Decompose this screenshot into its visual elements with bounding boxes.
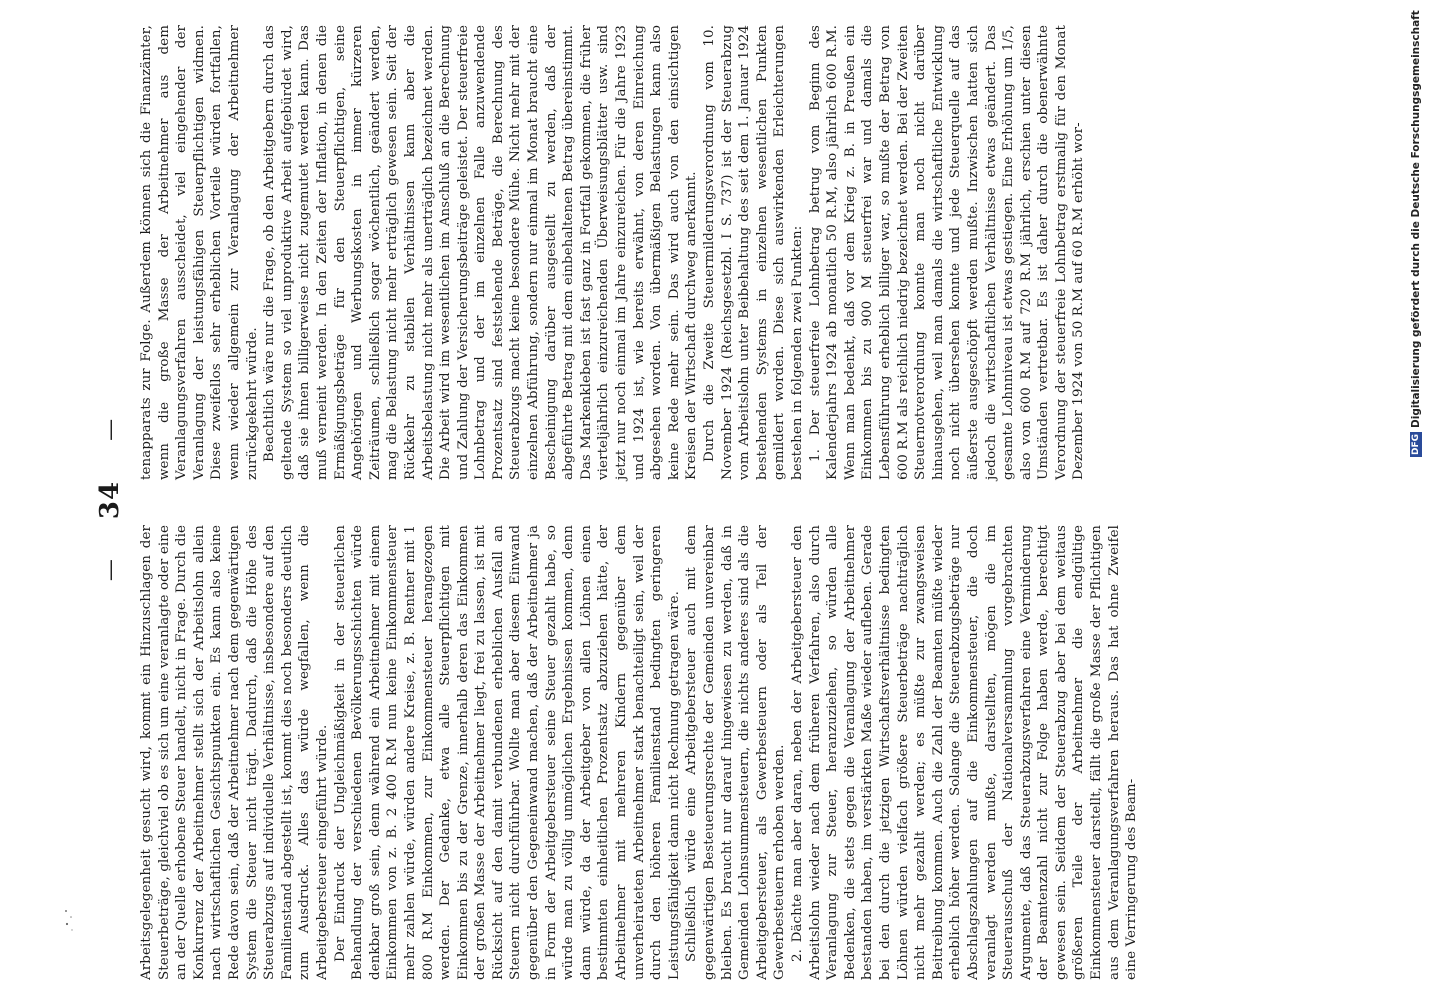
rotated-page-content bbox=[90, 20, 1280, 980]
dfg-logo: DFG bbox=[1411, 433, 1421, 455]
right-text-column bbox=[138, 25, 1273, 480]
paragraph: Schließlich würde eine Arbeitgebersteuer auch mit dem gegenwärtigen Besteuerungsrechte der Gemeinden unvereinbar bleiben. Es braucht nur darauf hingewiesen zu werden, daß in Gemeinden Lohnsummensteuern, die nichts anderes sind als die Arbeitgebersteuer, als Gewerbesteuern oder als Teil der Gewerbesteuern erhoben werden. bbox=[684, 525, 788, 980]
header-dash-left: — bbox=[97, 559, 123, 582]
scan-speck-mark bbox=[62, 905, 76, 935]
page-header bbox=[90, 20, 130, 980]
paragraph: Beachtlich wäre nur die Frage, ob den Arbeitgebern durch das geltende System so viel unproduktive Arbeit aufgebürdet wird, daß sie ihnen billigerweise nicht zugemutet werden kann. Das muß verneint werden. In den Zeiten der Inflation, in denen die Ermäßigungsbeträge für den Steuerpflichtigen, seine Angehörigen und Werbungskosten in immer kürzeren Zeiträumen, schließlich sogar wöchentlich, geändert werden, mag die Belastung nicht mehr erträglich gewesen sein. Seit der Rückkehr zu stabilen Verhältnissen kann aber die Arbeitsbelastung nicht mehr als unerträglich bezeichnet werden. Die Arbeit wird im wesentlichen im Anschluß an die Berechnung und Zahlung der Versicherungsbeiträge geleistet. Der steuerfreie Lohnbetrag und der im einzelnen Falle anzuwendende Prozentsatz sind feststehende Beträge, die Berechnung des Steuerabzugs macht keine besondere Mühe. Nicht mehr mit der einzelnen Abführung, sondern nur einmal im Monat braucht eine Bescheinigung darüber ausgestellt zu werden, daß der abgeführte Betrag mit dem einbehaltenen Betrag übereinstimmt. Das Markenkleben ist fast ganz in Fortfall gekommen, die früher vierteljährlich einzureichenden Überweisungsblätter usw. sind jetzt nur noch einmal im Jahre einzureichen. Für die Jahre 1923 und 1924 ist, wie bereits erwähnt, von deren Einreichung abgesehen worden. Von übermäßigen Belastungen kann also keine Rede mehr sein. Das wird auch von den einsichtigen Kreisen der Wirtschaft durchweg anerkannt. bbox=[262, 25, 700, 480]
paragraph: Durch die Zweite Steuermilderungsverordnung vom 10. November 1924 (Reichsgesetzbl. I S. 737) ist der Steuerabzug vom Arbeitslohn unter Beibehaltung des seit dem 1. Januar 1924 bestehenden Systems in einzelnen wesentlichen Punkten gemildert worden. Diese sich auswirkenden Erleichterungen bestehen in folgenden zwei Punkten: bbox=[702, 25, 805, 480]
digitization-caption-text: Digitalisierung gefördert durch die Deutsche Forschungsgemeinschaft bbox=[1410, 10, 1422, 428]
left-text-column bbox=[138, 525, 1273, 980]
paragraph: tenapparats zur Folge. Außerdem können sich die Finanzämter, wenn die große Masse der Arbeitnehmer aus dem Veranlagungsverfahren ausscheidet, viel eingehender der Veranlagung der leistungsfähigen Steuerpflichtigen widmen. Diese zweifellos sehr erheblichen Vorteile würden fortfallen, wenn wieder allgemein zur Veranlagung der Arbeitnehmer zurückgekehrt würde. bbox=[139, 25, 260, 480]
header-dash-right: — bbox=[97, 418, 123, 441]
digitization-caption bbox=[1410, 10, 1432, 990]
scanned-page bbox=[90, 20, 1280, 980]
paragraph: Arbeitsgelegenheit gesucht wird, kommt ein Hinzuschlagen der Steuerbeträge, gleichviel ob es sich um eine veranlagte oder eine an der Quelle erhobene Steuer handelt, nicht in Frage. Durch die Konkurrenz der Arbeitnehmer stellt sich der Arbeitslohn allein nach wirtschaftlichen Gesichtspunkten ein. Es kann also keine Rede davon sein, daß der Arbeitnehmer nach dem gegenwärtigen System die Steuer nicht trägt. Dadurch, daß die Höhe des Steuerabzugs auf individuelle Verhältnisse, insbesondere auf den Familienstand abgestellt ist, kommt dies noch besonders deutlich zum Ausdruck. Alles das würde wegfallen, wenn die Arbeitgebersteuer eingeführt würde. bbox=[139, 525, 330, 980]
paragraph: Der Eindruck der Ungleichmäßigkeit in der steuerlichen Behandlung der verschiedenen Bevölkerungsschichten würde denkbar groß sein, denn während ein Arbeitnehmer mit einem Einkommen von z. B. 2 400 R.M nun keine Einkommensteuer mehr zahlen würde, würden andere Kreise, z. B. Rentner mit 1 800 R.M Einkommen, zur Einkommensteuer herangezogen werden. Der Gedanke, etwa alle Steuerpflichtigen mit Einkommen bis zu der Grenze, innerhalb deren das Einkommen der großen Masse der Arbeitnehmer liegt, frei zu lassen, ist mit Rücksicht auf den damit verbundenen erheblichen Ausfall an Steuern nicht durchführbar. Wollte man aber diesem Einwand gegenüber den Gegeneinwand machen, daß der Arbeitnehmer ja in Form der Arbeitgebersteuer seine Steuer gezahlt habe, so würde man zu völlig unmöglichen Ergebnissen kommen, denn dann würde, da der Arbeitgeber von allen Löhnen einen bestimmten einheitlichen Prozentsatz abzuziehen hätte, der Arbeitnehmer mit mehreren Kindern gegenüber dem unverheirateten Arbeitnehmer stark benachteiligt sein, weil der durch den höheren Familienstand bedingten geringeren Leistungsfähigkeit dann nicht Rechnung getragen wäre. bbox=[332, 525, 682, 980]
page-number: 34 bbox=[95, 480, 125, 520]
list-item: 1. Der steuerfreie Lohnbetrag betrug vom Beginn des Kalenderjahrs 1924 ab monatlich 50 R.M, also jährlich 600 R.M. Wenn man bedenkt, daß vor dem Krieg z. B. in Preußen ein Einkommen bis zu 900 M steuerfrei war und damals die Lebensführung erheblich billiger war, so mußte der Betrag von 600 R.M als reichlich niedrig bezeichnet werden. Bei der Zweiten Steuernotverordnung konnte man noch nicht darüber hinausgehen, weil man damals die wirtschaftliche Entwicklung noch nicht übersehen konnte und jede Steuerquelle auf das äußerste ausgeschöpft werden mußte. Inzwischen hatten sich jedoch die wirtschaftlichen Verhältnisse etwas geändert. Das gesamte Lohnniveau ist etwas gestiegen. Eine Erhöhung um 1/5, also von 600 R.M auf 720 R.M jährlich, erschien unter diesen Umständen vertretbar. Es ist daher durch die obenerwähnte Verordnung der steuerfreie Lohnbetrag erstmalig für den Monat Dezember 1924 von 50 R.M auf 60 R.M erhöht wor- bbox=[807, 25, 1087, 480]
paragraph: 2. Dächte man aber daran, neben der Arbeitgebersteuer den Arbeitslohn wieder nach dem früheren Verfahren, also durch Veranlagung zur Steuer, heranzuziehen, so würden alle Bedenken, die stets gegen die Veranlagung der Arbeitnehmer bestanden haben, im verstärkten Maße wieder aufleben. Gerade bei den durch die jetzigen Wirtschaftsverhältnisse bedingten Löhnen würden vielfach größere Steuerbeträge nachträglich nicht mehr gezahlt werden; es müßte zur zwangsweisen Beitreibung kommen. Auch die Zahl der Beamten müßte wieder erheblich höher werden. Solange die Steuerabzugsbeträge nur Abschlagszahlungen auf die Einkommensteuer, die doch veranlagt werden mußte, darstellten, mögen die im Steuerausschuß der Nationalversammlung vorgebrachten Argumente, daß das Steuerabzugsverfahren eine Verminderung der Beamtenzahl nicht zur Folge haben werde, berechtigt gewesen sein. Seitdem der Steuerabzug aber bei dem weitaus größeren Teile der Arbeitnehmer die endgültige Einkommensteuer darstellt, fällt die große Masse der Pflichtigen aus dem Veranlagungsverfahren heraus. Das hat ohne Zweifel eine Verringerung des Beam- bbox=[789, 525, 1140, 980]
